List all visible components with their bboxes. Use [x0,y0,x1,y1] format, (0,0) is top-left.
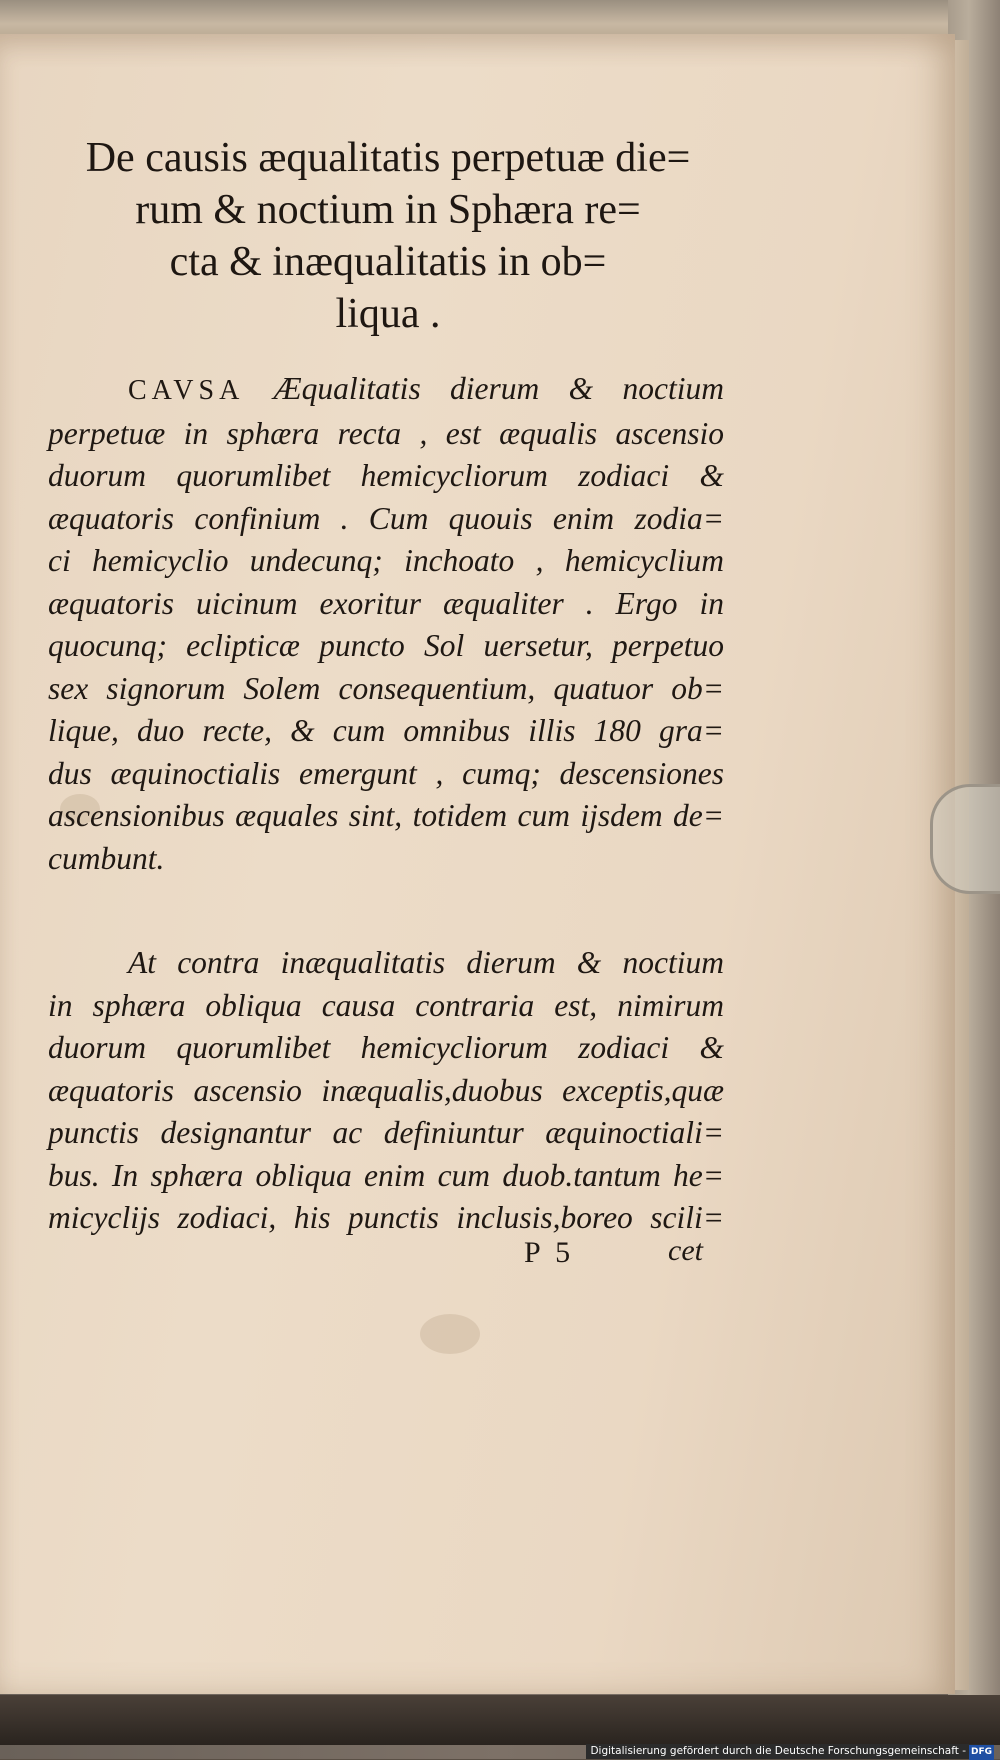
text-line: æquatoris uicinum exoritur æqualiter . Ergo in [48,585,724,621]
heading-line: cta & inæqualitatis in ob= [169,239,607,285]
heading-line: liqua . [335,291,441,337]
paper-stain [420,1314,480,1354]
text-line: in sphæra obliqua causa contraria est, nimirum [48,987,724,1023]
lead-caps: CAVSA [128,375,245,406]
text-line: micyclijs zodiaci, his punctis inclusis,boreo scili= [48,1200,724,1235]
text-line [48,368,724,413]
text-line: dus æquinoctialis emergunt , cumq; descensiones [48,755,724,791]
text-line: punctis designantur ac definiuntur æquinoctiali= [48,1115,724,1150]
page-clip [930,784,1000,894]
catchword: cet [668,1234,703,1267]
text-line: cumbunt. [48,840,165,876]
chapter-heading [48,132,728,340]
text-line: duorum quorumlibet hemicycliorum zodiaci & [48,458,724,493]
dfg-logo: DFG [969,1745,994,1760]
paragraph-first [48,368,724,880]
signature-mark: P 5 [524,1236,575,1269]
heading-line: rum & noctium in Sphæra re= [135,187,641,233]
text-line: ci hemicyclio undecunq; inchoato , hemicyclium [48,543,724,578]
text-line: sex signorum Solem consequentium, quatuor ob= [48,670,724,706]
text-line: bus. In sphæra obliqua enim cum duob.tantum he= [48,1157,724,1193]
text-line: ascensionibus æquales sint, totidem cum ijsdem de= [48,798,724,833]
text-line: perpetuæ in sphæra recta , est æqualis ascensio [48,415,724,451]
text-line: At contra inæqualitatis dierum & noctium [128,945,724,980]
text-line: æquatoris confinium . Cum quouis enim zodia= [48,500,724,536]
scan-bottom-margin [0,1695,1000,1745]
digitization-footer [586,1744,994,1759]
footer-text: Digitalisierung gefördert durch die Deutsche Forschungsgemeinschaft - [590,1745,966,1757]
text-line: quocunq; eclipticæ puncto Sol uersetur, perpetuo [48,628,724,663]
heading-line: De causis æqualitatis perpetuæ die= [85,135,691,181]
text-line: æquatoris ascensio inæqualis,duobus exceptis,quæ [48,1072,724,1108]
text-line-rest: Æqualitatis dierum & noctium [244,371,724,406]
text-line: lique, duo recte, & cum omnibus illis 180 gra= [48,713,724,748]
paragraph-second [48,942,724,1240]
text-line: duorum quorumlibet hemicycliorum zodiaci & [48,1030,724,1065]
